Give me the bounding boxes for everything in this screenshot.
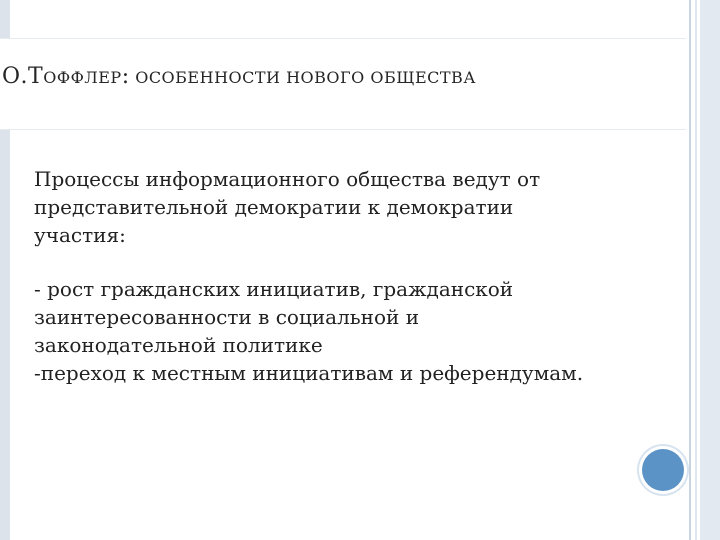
right-decorative-stripes (686, 0, 720, 540)
title-block (0, 38, 686, 130)
title-subtitle: ОСОБЕННОСТИ НОВОГО ОБЩЕСТВА (129, 68, 476, 87)
slide-title (2, 64, 476, 89)
body-paragraph-1: Процессы информационного общества ведут от представительной демократии к демократии участия: (34, 167, 541, 247)
decorative-circle (642, 449, 684, 491)
title-colon: : (121, 64, 130, 89)
slide-body (34, 165, 654, 387)
title-initial: О.Т (2, 64, 44, 89)
title-surname: ОФФЛЕР (43, 68, 122, 87)
body-paragraph-2: - рост гражданских инициатив, гражданской заинтересованности в социальной и законодательной политике -переход к местным инициативам и референдумам. (34, 277, 584, 385)
